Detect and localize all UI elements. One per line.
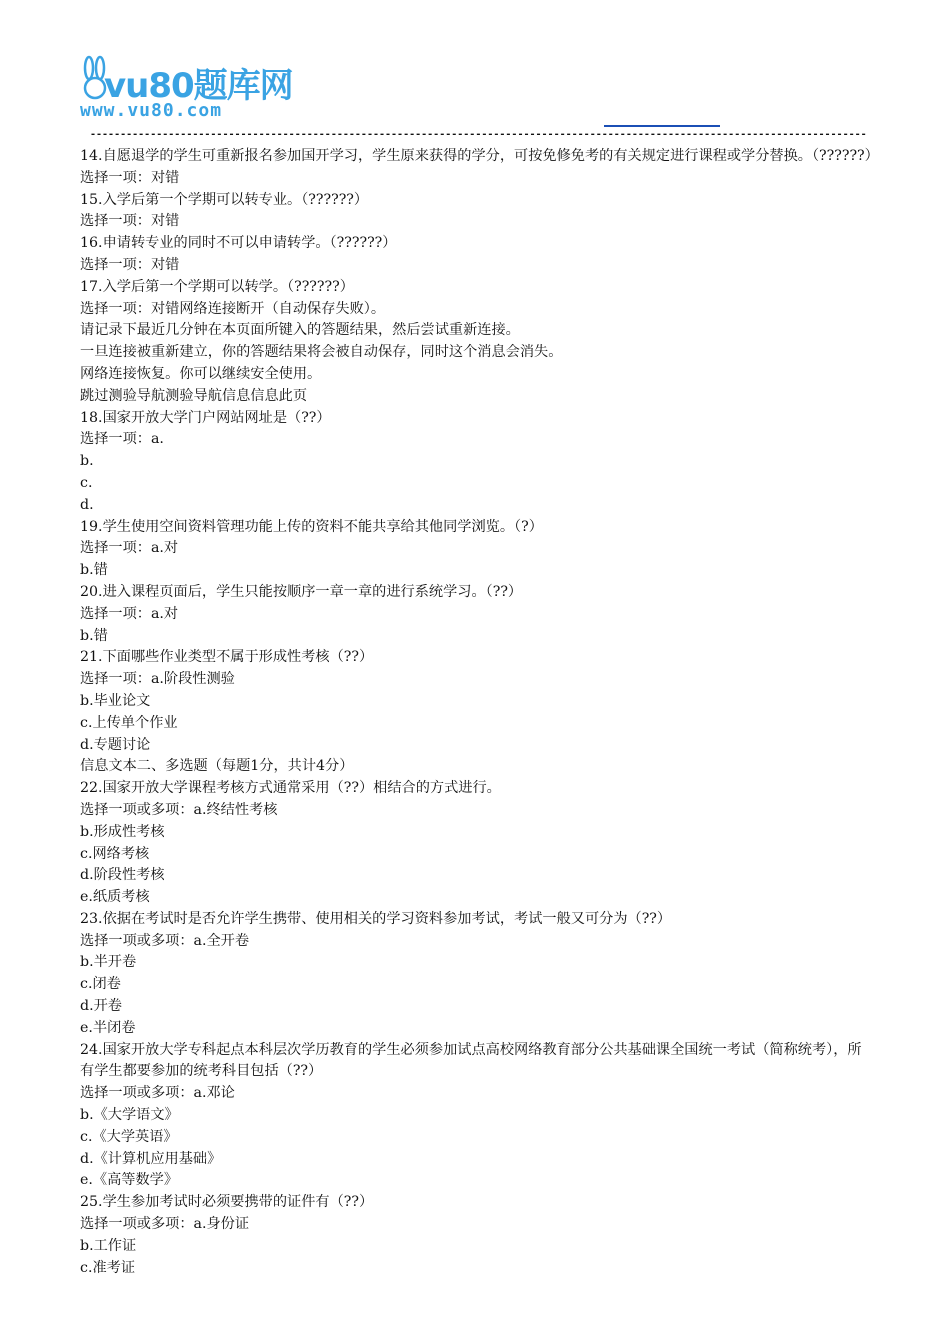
document-line: b. bbox=[80, 453, 94, 470]
document-line: b.半开卷 bbox=[80, 954, 137, 971]
document-line: 网络连接恢复。你可以继续安全使用。 bbox=[80, 365, 322, 382]
document-line: 请记录下最近几分钟在本页面所键入的答题结果，然后尝试重新连接。 bbox=[80, 322, 520, 339]
document-line: b.毕业论文 bbox=[80, 692, 151, 709]
document-line: 选择一项：对错 bbox=[80, 213, 180, 230]
document-line: 25.学生参加考试时必须要携带的证件有（??） bbox=[80, 1194, 374, 1211]
document-line: 跳过测验导航测验导航信息信息此页 bbox=[80, 387, 308, 404]
document-line: c.闭卷 bbox=[80, 976, 121, 993]
document-line: e.《高等数学》 bbox=[80, 1172, 179, 1189]
site-logo bbox=[80, 56, 298, 126]
document-line: e.纸质考核 bbox=[80, 889, 150, 906]
document-line: 14.自愿退学的学生可重新报名参加国开学习，学生原来获得的学分，可按免修免考的有关规定进行课程或学分替换。（??????） bbox=[80, 148, 879, 164]
document-line: e.半闭卷 bbox=[80, 1019, 136, 1036]
document-line: 选择一项或多项：a.邓论 bbox=[80, 1085, 235, 1102]
document-line: c.网络考核 bbox=[80, 845, 150, 862]
document-line: b.形成性考核 bbox=[80, 823, 165, 840]
document-line: 选择一项：对错网络连接断开（自动保存失败）。 bbox=[80, 300, 386, 317]
document-line: d.专题讨论 bbox=[80, 736, 151, 753]
document-line: 15.入学后第一个学期可以转专业。（??????） bbox=[80, 191, 369, 208]
document-line: b.《大学语文》 bbox=[80, 1107, 179, 1124]
document-line: 选择一项：a.对 bbox=[80, 540, 179, 557]
document-line: 选择一项：a.对 bbox=[80, 605, 179, 622]
document-line: 24.国家开放大学专科起点本科层次学历教育的学生必须参加试点高校网络教育部分公共基础课全国统一考试（简称统考），所有学生都要参加的统考科目包括（??） bbox=[80, 1041, 862, 1080]
document-line: b.工作证 bbox=[80, 1237, 137, 1254]
document-body bbox=[80, 146, 879, 1279]
document-line: d.开卷 bbox=[80, 998, 122, 1015]
document-line: d.《计算机应用基础》 bbox=[80, 1150, 222, 1167]
document-line: 23.依据在考试时是否允许学生携带、使用相关的学习资料参加考试，考试一般又可分为（??） bbox=[80, 910, 672, 927]
document-line: 选择一项：a. bbox=[80, 431, 164, 448]
document-line: 19.学生使用空间资料管理功能上传的资料不能共享给其他同学浏览。（?） bbox=[80, 518, 543, 535]
document-line: 22.国家开放大学课程考核方式通常采用（??）相结合的方式进行。 bbox=[80, 780, 501, 797]
logo-brand-text: vu80题库网 bbox=[104, 66, 293, 106]
document-line: 选择一项或多项：a.终结性考核 bbox=[80, 801, 278, 818]
document-line: 选择一项或多项：a.身份证 bbox=[80, 1216, 250, 1233]
document-line: c.准考证 bbox=[80, 1259, 136, 1276]
document-line: b.错 bbox=[80, 562, 108, 579]
document-line: c. bbox=[80, 474, 93, 491]
document-line: 20.进入课程页面后，学生只能按顺序一章一章的进行系统学习。（??） bbox=[80, 583, 523, 600]
document-line: 选择一项或多项：a.全开卷 bbox=[80, 932, 250, 949]
document-line: d.阶段性考核 bbox=[80, 867, 165, 884]
document-line: 选择一项：a.阶段性测验 bbox=[80, 671, 235, 688]
document-line: 选择一项：对错 bbox=[80, 256, 180, 273]
logo-url-text: www.vu80.com bbox=[80, 100, 223, 121]
separator-line: --------------------------------------------------------------------------------------------------------------------------------- bbox=[90, 129, 867, 140]
document-line: c.上传单个作业 bbox=[80, 714, 178, 731]
header-link-underline[interactable] bbox=[604, 125, 720, 127]
document-line: 17.入学后第一个学期可以转学。（??????） bbox=[80, 278, 354, 295]
document-line: 选择一项：对错 bbox=[80, 169, 180, 186]
document-line: 16.申请转专业的同时不可以申请转学。（??????） bbox=[80, 235, 397, 252]
document-line: d. bbox=[80, 496, 94, 513]
document-line: 信息文本二、多选题（每题1分，共计4分） bbox=[80, 758, 354, 775]
document-line: 18.国家开放大学门户网站网址是（??） bbox=[80, 409, 331, 426]
document-line: c.《大学英语》 bbox=[80, 1128, 178, 1145]
document-line: 一旦连接被重新建立，你的答题结果将会被自动保存，同时这个消息会消失。 bbox=[80, 344, 563, 361]
document-line: b.错 bbox=[80, 627, 108, 644]
document-line: 21.下面哪些作业类型不属于形成性考核（??） bbox=[80, 649, 374, 666]
